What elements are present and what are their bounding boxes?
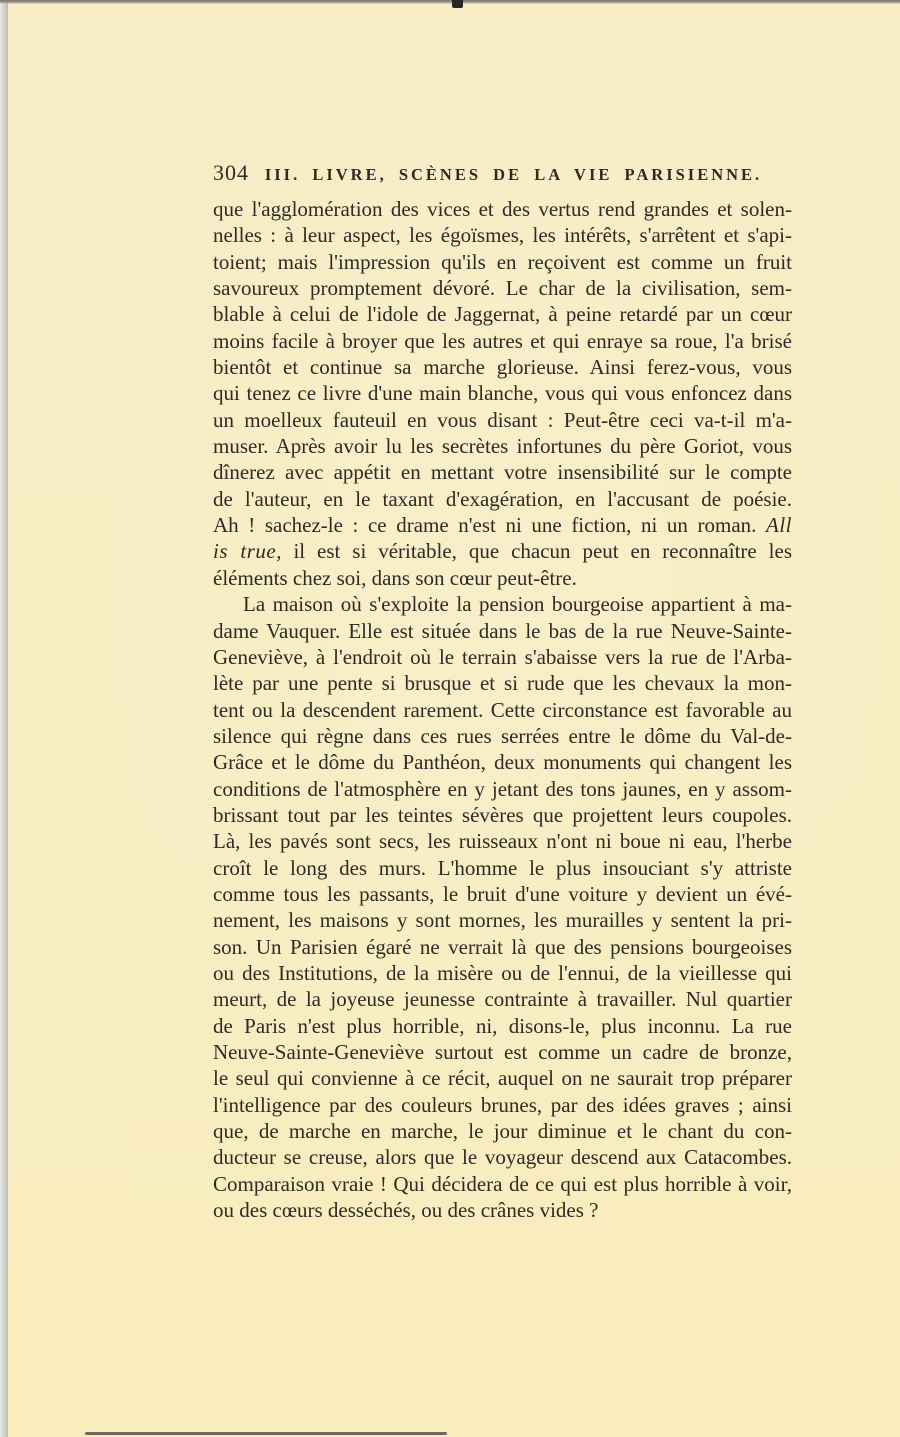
text-line: un moelleux fauteuil en vous disant : Peut-être ceci va-t-il m'a- xyxy=(213,407,792,432)
body-text xyxy=(213,196,792,1223)
text-line: is true, il est si véritable, que chacun peut en reconnaître les xyxy=(213,539,792,564)
text-line: qui tenez ce livre d'une main blanche, vous qui vous enfoncez dans xyxy=(213,381,792,406)
scan-artifact-bottom-line xyxy=(85,1432,447,1435)
text-line: Ah ! sachez-le : ce drame n'est ni une fiction, ni un roman. All xyxy=(213,513,792,538)
text-line: ducteur se creuse, alors que le voyageur descend aux Catacombes. xyxy=(213,1145,792,1170)
text-line: moins facile à broyer que les autres et qui enraye sa roue, l'a brisé xyxy=(213,328,792,353)
text-line: que, de marche en marche, le jour diminue et le chant du con- xyxy=(213,1119,792,1144)
text-line: son. Un Parisien égaré ne verrait là que des pensions bourgeoises xyxy=(213,934,792,959)
text-line: croît le long des murs. L'homme le plus insouciant s'y attriste xyxy=(213,855,792,880)
text-line: dame Vauquer. Elle est située dans le bas de la rue Neuve-Sainte- xyxy=(213,618,792,643)
text-line: de l'auteur, en le taxant d'exagération, en l'accusant de poésie. xyxy=(213,486,792,511)
text-line: l'intelligence par des couleurs brunes, par des idées graves ; ainsi xyxy=(213,1092,792,1117)
text-line: savoureux promptement dévoré. Le char de la civilisation, sem- xyxy=(213,276,792,301)
text-line: éléments chez soi, dans son cœur peut-être. xyxy=(213,565,577,590)
text-line: comme tous les passants, le bruit d'une voiture y devient un évé- xyxy=(213,881,792,906)
scan-artifact-notch xyxy=(452,0,463,8)
text-line: dînerez avec appétit en mettant votre insensibilité sur le compte xyxy=(213,460,792,485)
text-line: que l'agglomération des vices et des vertus rend grandes et solen- xyxy=(213,197,792,221)
text-line: Grâce et le dôme du Panthéon, deux monuments qui changent les xyxy=(213,750,792,775)
text-block xyxy=(213,160,792,1223)
page-number: 304 xyxy=(213,160,249,185)
text-line: muser. Après avoir lu les secrètes infortunes du père Goriot, vous xyxy=(213,434,792,459)
text-line: nement, les maisons y sont mornes, les murailles y sentent la pri- xyxy=(213,908,792,933)
page-header xyxy=(213,160,792,187)
text-line: ou des Institutions, de la misère ou de l'ennui, de la vieillesse qui xyxy=(213,960,792,985)
text-line: lète par une pente si brusque et si rude que les chevaux la mon- xyxy=(213,671,792,696)
text-line: Là, les pavés sont secs, les ruisseaux n'ont ni boue ni eau, l'herbe xyxy=(213,829,792,854)
text-line: nelles : à leur aspect, les égoïsmes, les intérêts, s'arrêtent et s'api- xyxy=(213,223,792,248)
text-line: ou des cœurs desséchés, ou des crânes vides ? xyxy=(213,1198,599,1223)
text-line: brissant tout par les teintes sévères que projettent leurs coupoles. xyxy=(213,802,792,827)
text-line: le seul qui convienne à ce récit, auquel on ne saurait trop préparer xyxy=(213,1066,792,1091)
text-line: toient; mais l'impression qu'ils en reçoivent est comme un fruit xyxy=(213,249,792,274)
text-line: Neuve-Sainte-Geneviève surtout est comme un cadre de bronze, xyxy=(213,1040,792,1064)
text-line: blable à celui de l'idole de Jaggernat, à peine retardé par un cœur xyxy=(213,302,792,327)
scan-edge-top xyxy=(0,0,900,4)
running-title: III. LIVRE, SCÈNES DE LA VIE PARISIENNE. xyxy=(264,165,763,184)
text-line: bientôt et continue sa marche glorieuse. Ainsi ferez-vous, vous xyxy=(213,355,792,380)
paragraph xyxy=(213,591,792,1223)
text-line: meurt, de la joyeuse jeunesse contrainte à travailler. Nul quartier xyxy=(213,987,792,1012)
text-line: de Paris n'est plus horrible, ni, disons-le, plus inconnu. La rue xyxy=(213,1013,792,1038)
text-line: Geneviève, à l'endroit où le terrain s'abaisse vers la rue de l'Arba- xyxy=(213,644,792,669)
text-line: tent ou la descendent rarement. Cette circonstance est favorable au xyxy=(213,697,792,722)
text-line: La maison où s'exploite la pension bourgeoise appartient à ma- xyxy=(243,592,792,617)
text-line: Comparaison vraie ! Qui décidera de ce qui est plus horrible à voir, xyxy=(213,1171,792,1196)
scan-edge-left xyxy=(0,0,8,1437)
text-line: conditions de l'atmosphère en y jetant des tons jaunes, en y assom- xyxy=(213,776,792,801)
text-line: silence qui règne dans ces rues serrées entre le dôme du Val-de- xyxy=(213,723,792,748)
paragraph xyxy=(213,196,792,591)
